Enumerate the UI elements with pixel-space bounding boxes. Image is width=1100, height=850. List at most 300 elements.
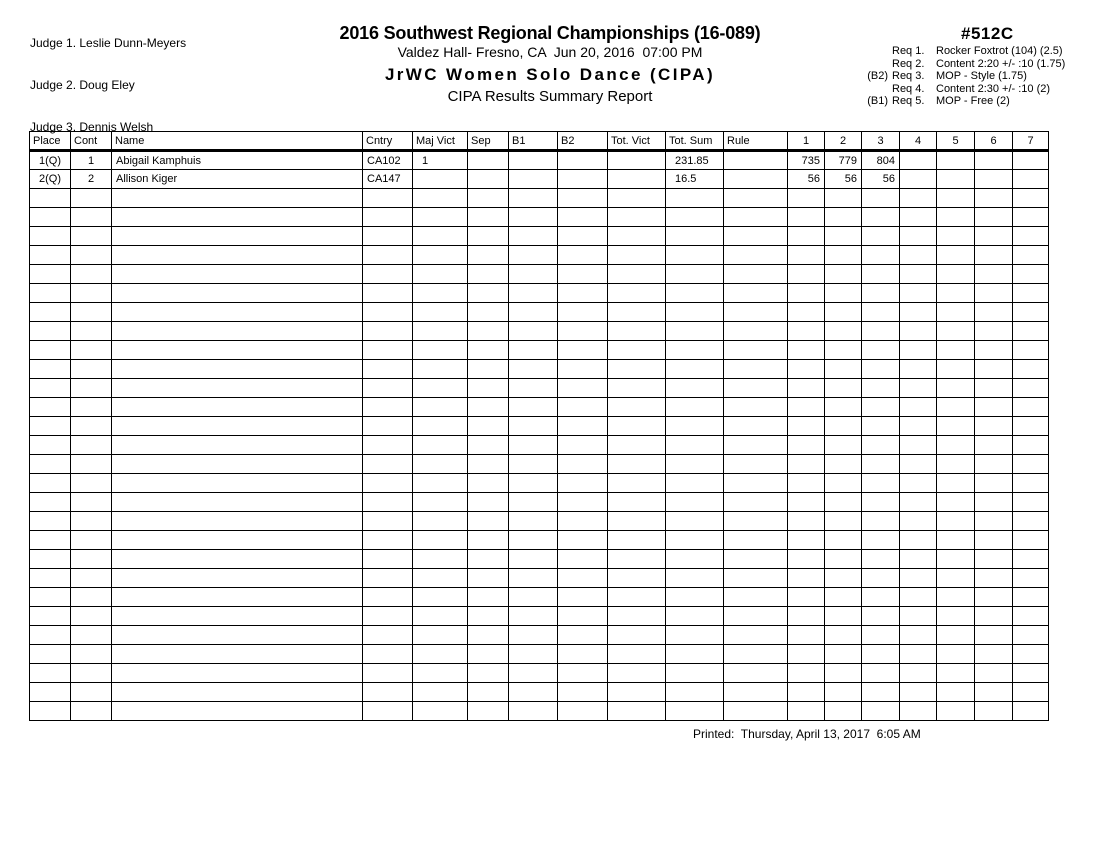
requirement-prefix bbox=[858, 83, 888, 96]
cell bbox=[363, 246, 413, 265]
cell bbox=[788, 607, 825, 626]
cell bbox=[413, 626, 468, 645]
cell bbox=[724, 588, 788, 607]
cell bbox=[363, 569, 413, 588]
cell bbox=[608, 189, 666, 208]
cell bbox=[788, 322, 825, 341]
cell bbox=[112, 265, 363, 284]
table-row-empty bbox=[30, 493, 1049, 512]
cell bbox=[509, 170, 558, 189]
cell bbox=[608, 550, 666, 569]
cell: 1 bbox=[71, 151, 112, 170]
cell bbox=[862, 360, 900, 379]
cell bbox=[413, 360, 468, 379]
cell bbox=[975, 702, 1013, 721]
cell bbox=[666, 702, 724, 721]
cell bbox=[608, 683, 666, 702]
venue-date-line: Valdez Hall- Fresno, CA Jun 20, 2016 07:00 PM bbox=[397, 44, 703, 60]
cell bbox=[825, 284, 862, 303]
cell bbox=[413, 474, 468, 493]
cell bbox=[468, 303, 509, 322]
cell bbox=[558, 588, 608, 607]
cell bbox=[1013, 531, 1049, 550]
cell bbox=[112, 189, 363, 208]
cell bbox=[1013, 436, 1049, 455]
cell bbox=[608, 588, 666, 607]
cell bbox=[1013, 284, 1049, 303]
cell bbox=[900, 683, 937, 702]
cell: 2 bbox=[71, 170, 112, 189]
column-header: Rule bbox=[724, 132, 788, 151]
cell bbox=[937, 474, 975, 493]
cell bbox=[788, 474, 825, 493]
cell bbox=[788, 360, 825, 379]
cell bbox=[468, 322, 509, 341]
column-header: 1 bbox=[788, 132, 825, 151]
column-header: Cntry bbox=[363, 132, 413, 151]
cell bbox=[413, 208, 468, 227]
cell bbox=[825, 246, 862, 265]
requirement-text: Content 2:30 +/- :10 (2) bbox=[936, 82, 1051, 95]
requirement-prefix: (B2) bbox=[867, 70, 888, 82]
cell bbox=[509, 455, 558, 474]
cell bbox=[363, 341, 413, 360]
column-header: Place bbox=[30, 132, 71, 151]
cell bbox=[468, 227, 509, 246]
table-row-empty bbox=[30, 626, 1049, 645]
cell bbox=[862, 493, 900, 512]
cell bbox=[112, 550, 363, 569]
cell bbox=[937, 512, 975, 531]
cell bbox=[862, 398, 900, 417]
cell bbox=[937, 303, 975, 322]
cell bbox=[937, 284, 975, 303]
cell bbox=[468, 664, 509, 683]
cell bbox=[1013, 341, 1049, 360]
cell bbox=[666, 265, 724, 284]
table-header-row bbox=[30, 132, 1049, 151]
cell bbox=[975, 265, 1013, 284]
cell bbox=[112, 436, 363, 455]
cell bbox=[468, 436, 509, 455]
cell bbox=[71, 341, 112, 360]
cell bbox=[363, 189, 413, 208]
cell bbox=[468, 208, 509, 227]
cell bbox=[724, 493, 788, 512]
cell bbox=[862, 531, 900, 550]
cell bbox=[30, 512, 71, 531]
cell bbox=[975, 208, 1013, 227]
cell bbox=[30, 493, 71, 512]
cell bbox=[413, 227, 468, 246]
cell bbox=[413, 455, 468, 474]
cell bbox=[724, 607, 788, 626]
cell bbox=[112, 664, 363, 683]
cell bbox=[900, 379, 937, 398]
cell bbox=[666, 284, 724, 303]
table-row-empty bbox=[30, 417, 1049, 436]
cell bbox=[558, 607, 608, 626]
cell bbox=[724, 208, 788, 227]
cell bbox=[975, 417, 1013, 436]
cell bbox=[975, 436, 1013, 455]
cell bbox=[413, 284, 468, 303]
table-row-empty bbox=[30, 246, 1049, 265]
cell bbox=[112, 398, 363, 417]
cell bbox=[825, 531, 862, 550]
requirement-line bbox=[858, 83, 1065, 96]
table-row bbox=[30, 170, 1049, 189]
cell bbox=[724, 512, 788, 531]
cell bbox=[558, 265, 608, 284]
cell bbox=[71, 512, 112, 531]
cell bbox=[363, 455, 413, 474]
cell bbox=[788, 265, 825, 284]
cell bbox=[666, 303, 724, 322]
cell bbox=[1013, 474, 1049, 493]
cell bbox=[509, 227, 558, 246]
cell bbox=[413, 265, 468, 284]
cell bbox=[509, 607, 558, 626]
cell bbox=[468, 265, 509, 284]
cell bbox=[862, 607, 900, 626]
cell bbox=[30, 284, 71, 303]
requirement-text: MOP - Style (1.75) bbox=[936, 70, 1027, 82]
cell bbox=[468, 189, 509, 208]
cell bbox=[788, 702, 825, 721]
results-table-container bbox=[29, 131, 1049, 721]
cell bbox=[509, 360, 558, 379]
requirement-label: Req 1. bbox=[892, 45, 925, 57]
cell bbox=[937, 170, 975, 189]
cell bbox=[788, 664, 825, 683]
requirement-text: Content 2:20 +/- :10 (1.75) bbox=[936, 57, 1066, 70]
cell bbox=[112, 303, 363, 322]
cell bbox=[608, 170, 666, 189]
cell bbox=[825, 189, 862, 208]
cell bbox=[509, 436, 558, 455]
cell bbox=[724, 360, 788, 379]
table-row-empty bbox=[30, 531, 1049, 550]
requirement-line bbox=[858, 95, 1065, 108]
table-row-empty bbox=[30, 208, 1049, 227]
cell bbox=[468, 417, 509, 436]
cell bbox=[724, 322, 788, 341]
cell bbox=[608, 322, 666, 341]
cell bbox=[558, 303, 608, 322]
cell bbox=[558, 455, 608, 474]
cell bbox=[30, 588, 71, 607]
cell bbox=[788, 550, 825, 569]
cell bbox=[666, 246, 724, 265]
cell bbox=[30, 208, 71, 227]
cell bbox=[363, 683, 413, 702]
cell bbox=[112, 246, 363, 265]
cell bbox=[608, 284, 666, 303]
cell bbox=[468, 398, 509, 417]
cell bbox=[724, 474, 788, 493]
cell bbox=[413, 550, 468, 569]
cell bbox=[1013, 512, 1049, 531]
cell bbox=[363, 474, 413, 493]
cell bbox=[900, 322, 937, 341]
column-header: 4 bbox=[900, 132, 937, 151]
cell bbox=[112, 645, 363, 664]
cell bbox=[1013, 208, 1049, 227]
cell bbox=[413, 569, 468, 588]
cell bbox=[509, 208, 558, 227]
cell bbox=[71, 626, 112, 645]
cell bbox=[509, 341, 558, 360]
cell bbox=[363, 379, 413, 398]
cell bbox=[900, 550, 937, 569]
cell bbox=[862, 379, 900, 398]
cell bbox=[825, 455, 862, 474]
cell bbox=[862, 284, 900, 303]
cell bbox=[468, 170, 509, 189]
cell: 56 bbox=[862, 170, 900, 189]
cell bbox=[71, 322, 112, 341]
cell bbox=[413, 170, 468, 189]
cell bbox=[413, 683, 468, 702]
cell bbox=[363, 607, 413, 626]
cell bbox=[112, 626, 363, 645]
cell bbox=[71, 265, 112, 284]
cell bbox=[30, 379, 71, 398]
cell bbox=[975, 664, 1013, 683]
cell bbox=[937, 531, 975, 550]
cell bbox=[608, 417, 666, 436]
cell bbox=[30, 436, 71, 455]
cell bbox=[558, 436, 608, 455]
cell bbox=[900, 189, 937, 208]
cell bbox=[71, 360, 112, 379]
cell bbox=[363, 550, 413, 569]
table-body bbox=[30, 151, 1049, 721]
cell bbox=[1013, 303, 1049, 322]
cell bbox=[788, 284, 825, 303]
cell bbox=[666, 379, 724, 398]
cell bbox=[1013, 683, 1049, 702]
cell bbox=[724, 683, 788, 702]
cell bbox=[666, 493, 724, 512]
cell bbox=[30, 227, 71, 246]
cell bbox=[30, 455, 71, 474]
cell bbox=[724, 550, 788, 569]
cell bbox=[788, 417, 825, 436]
cell bbox=[509, 664, 558, 683]
cell bbox=[558, 189, 608, 208]
cell bbox=[788, 512, 825, 531]
table-row-empty bbox=[30, 265, 1049, 284]
cell bbox=[112, 208, 363, 227]
cell bbox=[413, 588, 468, 607]
cell bbox=[112, 417, 363, 436]
cell bbox=[30, 360, 71, 379]
printed-timestamp: Printed: Thursday, April 13, 2017 6:05 AM bbox=[693, 727, 921, 741]
cell bbox=[468, 341, 509, 360]
cell bbox=[71, 417, 112, 436]
cell bbox=[937, 379, 975, 398]
cell bbox=[825, 398, 862, 417]
cell bbox=[30, 550, 71, 569]
cell bbox=[937, 702, 975, 721]
cell bbox=[468, 683, 509, 702]
table-row-empty bbox=[30, 360, 1049, 379]
cell bbox=[937, 493, 975, 512]
cell bbox=[608, 626, 666, 645]
cell bbox=[937, 265, 975, 284]
cell bbox=[608, 531, 666, 550]
table-row-empty bbox=[30, 588, 1049, 607]
cell bbox=[363, 436, 413, 455]
cell bbox=[608, 208, 666, 227]
cell bbox=[30, 607, 71, 626]
cell bbox=[509, 531, 558, 550]
cell bbox=[363, 303, 413, 322]
table-row-empty bbox=[30, 398, 1049, 417]
cell bbox=[900, 398, 937, 417]
cell bbox=[413, 531, 468, 550]
cell bbox=[468, 246, 509, 265]
cell bbox=[608, 436, 666, 455]
cell bbox=[112, 683, 363, 702]
column-header: 6 bbox=[975, 132, 1013, 151]
cell bbox=[825, 645, 862, 664]
cell bbox=[112, 607, 363, 626]
cell bbox=[558, 702, 608, 721]
cell bbox=[724, 398, 788, 417]
cell bbox=[558, 664, 608, 683]
cell: 735 bbox=[788, 151, 825, 170]
cell bbox=[363, 702, 413, 721]
cell bbox=[666, 512, 724, 531]
cell bbox=[1013, 702, 1049, 721]
cell bbox=[937, 569, 975, 588]
cell bbox=[71, 531, 112, 550]
judge-line: Judge 2. Doug Eley bbox=[30, 78, 135, 92]
cell bbox=[825, 303, 862, 322]
cell bbox=[71, 493, 112, 512]
cell bbox=[30, 474, 71, 493]
cell bbox=[30, 303, 71, 322]
cell bbox=[30, 702, 71, 721]
cell bbox=[666, 683, 724, 702]
table-row-empty bbox=[30, 303, 1049, 322]
column-header: 5 bbox=[937, 132, 975, 151]
cell bbox=[468, 493, 509, 512]
cell bbox=[900, 151, 937, 170]
event-number: #512C bbox=[961, 24, 1014, 43]
cell bbox=[900, 493, 937, 512]
cell bbox=[71, 664, 112, 683]
cell bbox=[112, 531, 363, 550]
cell bbox=[509, 569, 558, 588]
cell bbox=[937, 322, 975, 341]
cell bbox=[468, 626, 509, 645]
column-header: Maj Vict bbox=[413, 132, 468, 151]
cell bbox=[608, 379, 666, 398]
cell bbox=[900, 474, 937, 493]
cell: 1 bbox=[413, 151, 468, 170]
cell bbox=[413, 512, 468, 531]
cell: 16.5 bbox=[666, 170, 724, 189]
cell: 56 bbox=[825, 170, 862, 189]
cell bbox=[112, 455, 363, 474]
cell bbox=[900, 645, 937, 664]
cell bbox=[413, 702, 468, 721]
cell bbox=[71, 284, 112, 303]
cell bbox=[862, 474, 900, 493]
cell bbox=[608, 265, 666, 284]
cell bbox=[975, 683, 1013, 702]
cell bbox=[509, 246, 558, 265]
cell bbox=[825, 227, 862, 246]
cell bbox=[666, 189, 724, 208]
cell bbox=[71, 455, 112, 474]
cell bbox=[30, 569, 71, 588]
cell bbox=[112, 588, 363, 607]
cell bbox=[862, 588, 900, 607]
cell bbox=[862, 550, 900, 569]
cell bbox=[509, 303, 558, 322]
cell bbox=[608, 360, 666, 379]
cell bbox=[825, 569, 862, 588]
cell bbox=[558, 284, 608, 303]
cell bbox=[862, 341, 900, 360]
cell bbox=[900, 455, 937, 474]
cell bbox=[900, 227, 937, 246]
cell bbox=[666, 360, 724, 379]
report-title: CIPA Results Summary Report bbox=[447, 88, 653, 105]
cell bbox=[558, 246, 608, 265]
cell bbox=[30, 265, 71, 284]
cell bbox=[900, 208, 937, 227]
cell bbox=[975, 379, 1013, 398]
cell bbox=[937, 645, 975, 664]
cell bbox=[975, 246, 1013, 265]
cell bbox=[608, 227, 666, 246]
cell bbox=[509, 398, 558, 417]
cell bbox=[71, 189, 112, 208]
cell bbox=[666, 322, 724, 341]
cell bbox=[608, 398, 666, 417]
cell bbox=[825, 702, 862, 721]
cell bbox=[608, 569, 666, 588]
requirement-label: Req 2. bbox=[892, 57, 925, 70]
cell bbox=[666, 569, 724, 588]
cell bbox=[468, 645, 509, 664]
cell bbox=[937, 683, 975, 702]
cell bbox=[862, 512, 900, 531]
cell bbox=[413, 379, 468, 398]
cell bbox=[724, 531, 788, 550]
cell: 231.85 bbox=[666, 151, 724, 170]
cell bbox=[558, 151, 608, 170]
table-row-empty bbox=[30, 607, 1049, 626]
cell bbox=[1013, 455, 1049, 474]
cell bbox=[825, 626, 862, 645]
cell bbox=[1013, 626, 1049, 645]
table-row-empty bbox=[30, 284, 1049, 303]
cell bbox=[413, 246, 468, 265]
cell bbox=[862, 208, 900, 227]
cell bbox=[788, 455, 825, 474]
table-row-empty bbox=[30, 683, 1049, 702]
cell bbox=[71, 227, 112, 246]
cell bbox=[937, 436, 975, 455]
cell bbox=[413, 398, 468, 417]
